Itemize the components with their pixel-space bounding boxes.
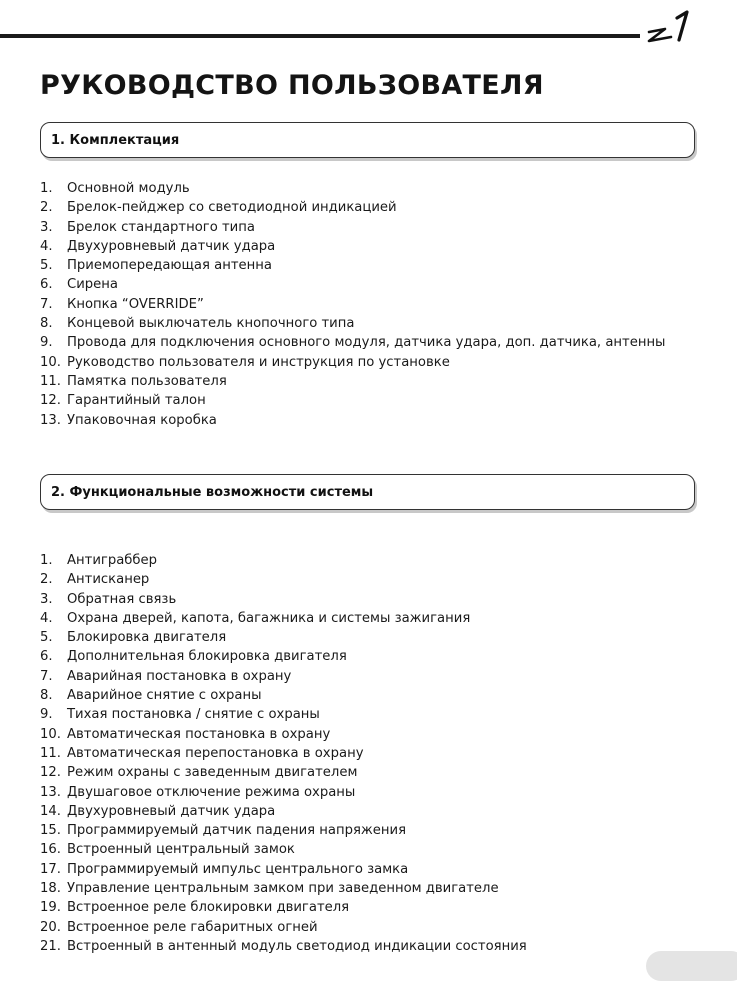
list-item-text: Программируемый датчик падения напряжения (67, 823, 407, 839)
list-item (40, 275, 665, 294)
list-item-number: 12. (40, 765, 61, 781)
list-item-number: 13. (40, 784, 61, 800)
list-item-number: 13. (40, 412, 61, 428)
list-item-number: 11. (40, 373, 61, 389)
list-item-number: 3. (40, 219, 53, 235)
list-item (40, 744, 527, 763)
list-item (40, 570, 527, 589)
list-item (40, 821, 527, 840)
header-rule (0, 34, 640, 38)
section-1-header (40, 122, 695, 158)
list-item-text: Антисканер (67, 572, 150, 588)
list-item-number: 7. (40, 296, 53, 312)
list-item-number: 5. (40, 630, 53, 646)
list-item-text: Встроенный в антенный модуль светодиод индикации состояния (67, 938, 527, 954)
list-item-number: 20. (40, 919, 61, 935)
list-item-text: Встроенный центральный замок (67, 842, 295, 858)
list-item (40, 647, 527, 666)
list-item-text: Антиграббер (67, 553, 158, 568)
list-item-text: Автоматическая постановка в охрану (67, 726, 331, 742)
list-item-number: 6. (40, 649, 53, 665)
list-item (40, 918, 527, 937)
list-item (40, 609, 527, 628)
list-item (40, 237, 665, 256)
list-item-number: 19. (40, 900, 61, 916)
section-2-heading: 2. Функциональные возможности системы (51, 485, 374, 500)
list-item-text: Двухуровневый датчик удара (67, 803, 276, 819)
list-item-text: Кнопка “OVERRIDE” (67, 296, 204, 312)
list-item-text: Дополнительная блокировка двигателя (67, 649, 347, 665)
list-item (40, 179, 665, 198)
list-item-text: Программируемый импульс центрального замка (67, 861, 409, 877)
list-item (40, 314, 665, 333)
list-item (40, 391, 665, 410)
list-item-text: Аварийное снятие с охраны (67, 688, 262, 704)
list-item (40, 840, 527, 859)
list-item (40, 256, 665, 275)
list-item-text: Руководство пользователя и инструкция по установке (67, 354, 450, 370)
list-item (40, 295, 665, 314)
list-item-number: 9. (40, 707, 53, 723)
list-item-number: 4. (40, 238, 53, 254)
list-item-text: Памятка пользователя (67, 373, 227, 389)
list-item (40, 725, 527, 744)
list-item-text: Обратная связь (67, 591, 177, 607)
list-item-number: 1. (40, 181, 53, 196)
list-item-text: Сирена (67, 277, 118, 293)
features-list (40, 551, 527, 956)
list-item-number: 10. (40, 726, 61, 742)
list-item-number: 10. (40, 354, 61, 370)
list-item (40, 705, 527, 724)
list-item (40, 802, 527, 821)
list-item (40, 590, 527, 609)
list-item (40, 353, 665, 372)
list-item-text: Брелок-пейджер со светодиодной индикацией (67, 200, 397, 216)
list-item-text: Блокировка двигателя (67, 630, 227, 646)
list-item (40, 898, 527, 917)
list-item (40, 411, 665, 430)
list-item (40, 551, 527, 570)
section-2-header (40, 474, 695, 510)
list-item-number: 6. (40, 277, 53, 293)
list-item-text: Управление центральным замком при заведенном двигателе (67, 881, 499, 897)
section-1-heading: 1. Комплектация (51, 133, 180, 148)
list-item-number: 18. (40, 881, 61, 897)
list-item-number: 5. (40, 258, 53, 274)
list-item-text: Основной модуль (67, 181, 190, 196)
page-number-tab (646, 951, 737, 981)
list-item-number: 9. (40, 335, 53, 351)
list-item-text: Двушаговое отключение режима охраны (67, 784, 356, 800)
page-title: РУКОВОДСТВО ПОЛЬЗОВАТЕЛЯ (40, 70, 544, 101)
z1-logo-icon (641, 8, 697, 48)
list-item (40, 860, 527, 879)
list-item-text: Автоматическая перепостановка в охрану (67, 745, 364, 761)
list-item-number: 1. (40, 553, 53, 568)
list-item-text: Приемопередающая антенна (67, 258, 272, 274)
list-item-text: Встроенное реле блокировки двигателя (67, 900, 350, 916)
list-item-number: 8. (40, 316, 53, 332)
list-item-text: Брелок стандартного типа (67, 219, 255, 235)
list-item-number: 3. (40, 591, 53, 607)
list-item-text: Упаковочная коробка (67, 412, 217, 428)
list-item (40, 667, 527, 686)
list-item-text: Гарантийный талон (67, 393, 206, 409)
list-item (40, 879, 527, 898)
list-item-text: Встроенное реле габаритных огней (67, 919, 318, 935)
list-item (40, 333, 665, 352)
list-item-number: 7. (40, 668, 53, 684)
list-item (40, 763, 527, 782)
list-item-number: 2. (40, 200, 53, 216)
list-item-text: Режим охраны с заведенным двигателем (67, 765, 358, 781)
list-item-number: 14. (40, 803, 61, 819)
list-item (40, 937, 527, 956)
list-item-number: 8. (40, 688, 53, 704)
list-item-text: Аварийная постановка в охрану (67, 668, 292, 684)
list-item-number: 17. (40, 861, 61, 877)
list-item (40, 198, 665, 217)
list-item-text: Провода для подключения основного модуля, датчика удара, доп. датчика, антенны (67, 335, 666, 351)
list-item-number: 21. (40, 938, 61, 954)
list-item (40, 372, 665, 391)
list-item-number: 16. (40, 842, 61, 858)
list-item-number: 2. (40, 572, 53, 588)
list-item-number: 15. (40, 823, 61, 839)
equipment-list (40, 179, 665, 430)
list-item (40, 686, 527, 705)
list-item-number: 11. (40, 745, 61, 761)
list-item-number: 4. (40, 610, 53, 626)
list-item (40, 783, 527, 802)
list-item-text: Концевой выключатель кнопочного типа (67, 316, 355, 332)
list-item-text: Охрана дверей, капота, багажника и системы зажигания (67, 610, 471, 626)
list-item-text: Тихая постановка / снятие с охраны (67, 707, 320, 723)
list-item (40, 628, 527, 647)
list-item-text: Двухуровневый датчик удара (67, 238, 276, 254)
list-item-number: 12. (40, 393, 61, 409)
list-item (40, 218, 665, 237)
